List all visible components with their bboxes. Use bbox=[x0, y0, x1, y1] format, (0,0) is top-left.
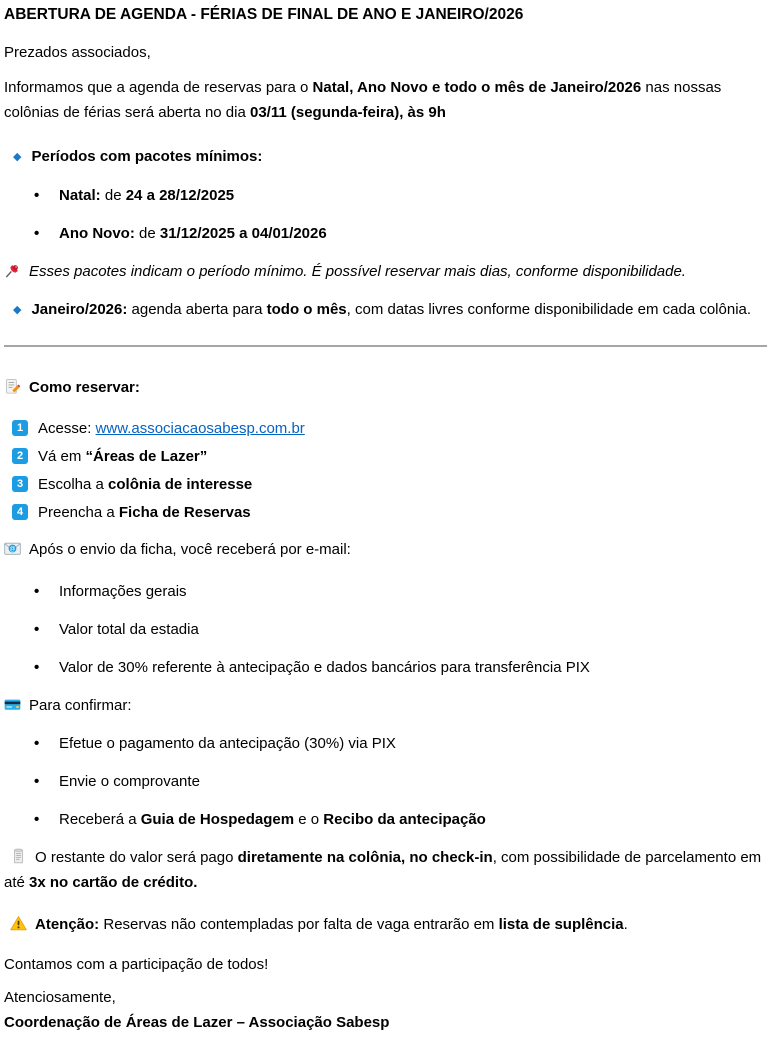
warning-icon bbox=[10, 912, 27, 937]
email-item-text: Informações gerais bbox=[59, 583, 187, 600]
email-list-item bbox=[4, 617, 767, 642]
pushpin-icon bbox=[4, 259, 21, 284]
keycap-4-icon: 4 bbox=[12, 504, 28, 520]
email-list-item bbox=[4, 655, 767, 680]
confirm-list-item bbox=[4, 769, 767, 794]
email-item-text: Valor total da estadia bbox=[59, 621, 199, 638]
step-3-text: Escolha a colônia de interesse bbox=[38, 476, 253, 493]
bullet-icon: • bbox=[34, 659, 40, 676]
step-2-text: Vá em “Áreas de Lazer” bbox=[38, 448, 208, 465]
restante-text: O restante do valor será pago diretamente na colônia, no check-in, com possibilidade de parcelamento em até 3x no cartão de crédito. bbox=[4, 849, 762, 891]
keycap-3-icon: 3 bbox=[12, 476, 28, 492]
blue-diamond-icon: ◆ bbox=[13, 304, 22, 316]
step-4 bbox=[12, 500, 767, 525]
email-item-text: Valor de 30% referente à antecipação e dados bancários para transferência PIX bbox=[59, 659, 590, 676]
section-divider bbox=[4, 345, 767, 347]
bullet-icon: • bbox=[34, 187, 40, 204]
atencao-paragraph bbox=[4, 912, 767, 937]
confirm-item-text: Efetue o pagamento da antecipação (30%) via PIX bbox=[59, 735, 396, 752]
bullet-icon: • bbox=[34, 225, 40, 242]
intro-text: Informamos que a agenda de reservas para o Natal, Ano Novo e todo o mês de Janeiro/2026 nas nossas colônias de férias será aberta no dia 03/11 (segunda-feira), às 9h bbox=[4, 79, 722, 121]
greeting-text: Prezados associados, bbox=[4, 44, 151, 61]
step-4-text: Preencha a Ficha de Reservas bbox=[38, 504, 251, 521]
confirm-header bbox=[4, 693, 767, 718]
janeiro-text: Janeiro/2026: agenda aberta para todo o mês, com datas livres conforme disponibilidade em cada colônia. bbox=[31, 301, 752, 318]
periods-header bbox=[4, 144, 767, 170]
bullet-icon: • bbox=[34, 735, 40, 752]
blue-diamond-icon: ◆ bbox=[13, 151, 22, 163]
step-2 bbox=[12, 444, 767, 469]
periods-header-text: Períodos com pacotes mínimos: bbox=[31, 148, 263, 165]
step-1-text: Acesse: www.associacaosabesp.com.br bbox=[38, 420, 305, 437]
keycap-1-icon: 1 bbox=[12, 420, 28, 436]
email-icon bbox=[4, 537, 21, 562]
keycap-2-icon: 2 bbox=[12, 448, 28, 464]
closing-text: Contamos com a participação de todos! bbox=[4, 956, 269, 973]
bullet-icon: • bbox=[34, 811, 40, 828]
bullet-icon: • bbox=[34, 583, 40, 600]
intro-paragraph bbox=[4, 75, 767, 125]
email-header-text: Após o envio da ficha, você receberá por e-mail: bbox=[29, 541, 351, 558]
hyperlink[interactable]: www.associacaosabesp.com.br bbox=[95, 420, 305, 437]
confirm-list-item bbox=[4, 807, 767, 832]
como-reservar-text: Como reservar: bbox=[29, 379, 140, 396]
janeiro-paragraph bbox=[4, 297, 767, 323]
signature-text: Coordenação de Áreas de Lazer – Associação Sabesp bbox=[4, 1014, 390, 1031]
signoff-text: Atenciosamente, bbox=[4, 989, 116, 1006]
step-3 bbox=[12, 472, 767, 497]
email-header bbox=[4, 537, 767, 562]
natal-text: Natal: de 24 a 28/12/2025 bbox=[59, 187, 235, 204]
step-1 bbox=[12, 416, 767, 441]
restante-paragraph bbox=[4, 845, 767, 895]
bullet-icon: • bbox=[34, 621, 40, 638]
bullet-icon: • bbox=[34, 773, 40, 790]
ano-novo-list-item bbox=[4, 221, 767, 246]
memo-pencil-icon bbox=[4, 375, 21, 400]
pushpin-note bbox=[4, 259, 767, 284]
receipt-icon bbox=[10, 845, 27, 870]
atencao-text: Atenção: Reservas não contempladas por falta de vaga entrarão em lista de suplência. bbox=[35, 916, 628, 933]
confirm-list-item bbox=[4, 731, 767, 756]
svg-text:@: @ bbox=[9, 546, 16, 553]
document-title: ABERTURA DE AGENDA - FÉRIAS DE FINAL DE ANO E JANEIRO/2026 bbox=[4, 6, 524, 23]
confirm-header-text: Para confirmar: bbox=[29, 697, 132, 714]
pushpin-note-text: Esses pacotes indicam o período mínimo. É possível reservar mais dias, conforme disponibilidade. bbox=[29, 263, 686, 280]
natal-list-item bbox=[4, 183, 767, 208]
como-reservar-header bbox=[4, 375, 767, 400]
email-list-item bbox=[4, 579, 767, 604]
ano-novo-text: Ano Novo: de 31/12/2025 a 04/01/2026 bbox=[59, 225, 327, 242]
confirm-item-text: Envie o comprovante bbox=[59, 773, 200, 790]
credit-card-icon bbox=[4, 693, 21, 718]
confirm-item-text: Receberá a Guia de Hospedagem e o Recibo da antecipação bbox=[59, 811, 486, 828]
